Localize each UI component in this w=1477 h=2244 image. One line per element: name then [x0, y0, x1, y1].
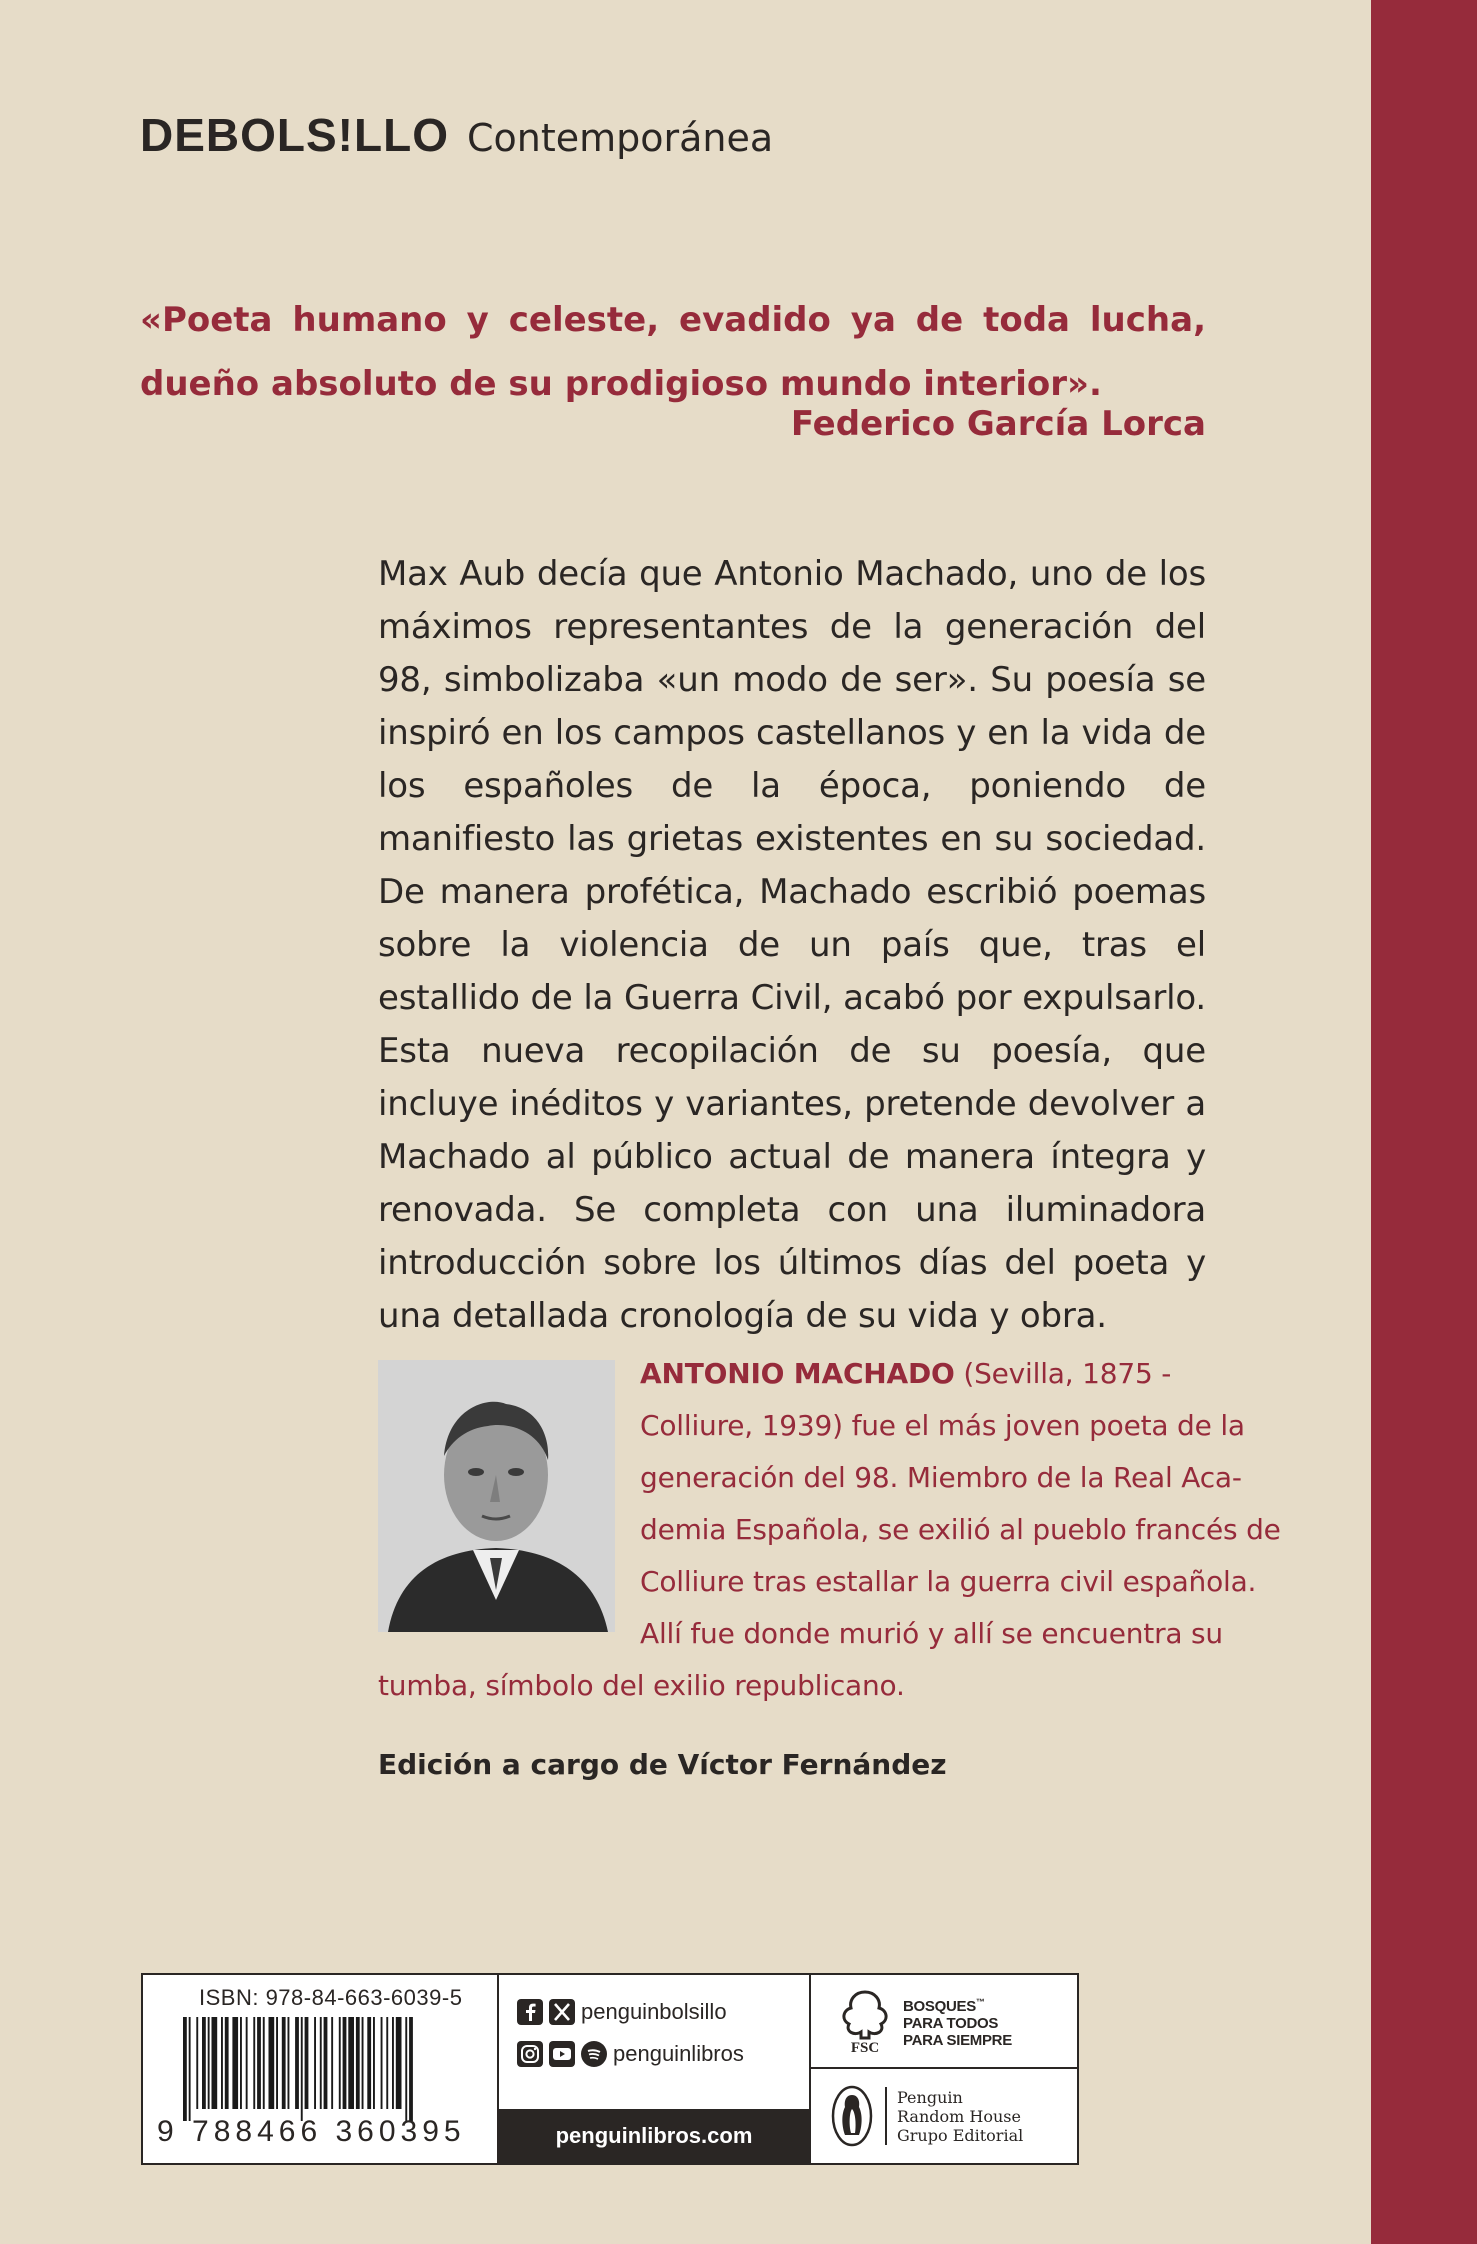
bio-line: generación del 98. Miembro de la Real Aca- — [640, 1461, 1242, 1494]
publisher-block — [811, 2069, 1077, 2163]
bio-line: ANTONIO MACHADO (Sevilla, 1875 - — [640, 1357, 1172, 1390]
fsc-slogan: BOSQUES™ PARA TODOS PARA SIEMPRE — [903, 1996, 1012, 2049]
website-link[interactable]: penguinlibros.com — [499, 2109, 809, 2163]
bio-line: Colliure tras estallar la guerra civil española. — [640, 1565, 1257, 1598]
social-row-1 — [517, 1999, 727, 2025]
back-cover-info-box — [141, 1973, 1079, 2165]
bio-line: Colliure, 1939) fue el más joven poeta de la — [640, 1409, 1245, 1442]
youtube-icon[interactable] — [549, 2041, 575, 2067]
author-name: ANTONIO MACHADO — [640, 1357, 955, 1390]
publisher-divider — [885, 2087, 887, 2145]
social-row-2 — [517, 2041, 744, 2067]
collection-brand — [140, 108, 773, 168]
bio-line: demia Española, se exilió al pueblo francés de — [640, 1513, 1281, 1546]
fsc-label: FSC — [850, 2040, 880, 2054]
quote-author: Federico García Lorca — [790, 404, 1206, 444]
logos-panel — [811, 1975, 1077, 2163]
debolsillo-logo: DEBOLS!LLO — [140, 109, 449, 161]
facebook-icon[interactable] — [517, 1999, 543, 2025]
instagram-icon[interactable] — [517, 2041, 543, 2067]
bio-line: tumba, símbolo del exilio republicano. — [378, 1669, 905, 1702]
blurb-quote: «Poeta humano y celeste, evadido ya de toda lucha, dueño absoluto de su prodigioso mundo interior». — [140, 300, 1206, 404]
editor-credit: Edición a cargo de Víctor Fernández — [378, 1748, 947, 1781]
publisher-name: Penguin Random House Grupo Editorial — [897, 2087, 1024, 2145]
handle-penguinlibros[interactable]: penguinlibros — [613, 2041, 744, 2066]
spotify-icon[interactable] — [581, 2041, 607, 2067]
spine-band — [1371, 0, 1477, 2244]
author-bio — [378, 1348, 1281, 1712]
collection-name: Contemporánea — [466, 116, 774, 160]
penguin-logo-icon — [829, 2083, 875, 2149]
fsc-block — [811, 1975, 1077, 2069]
bio-line: Allí fue donde murió y allí se encuentra su — [640, 1617, 1223, 1650]
barcode-panel — [143, 1975, 499, 2163]
x-icon[interactable] — [549, 1999, 575, 2025]
fsc-tree-icon — [837, 1988, 893, 2054]
synopsis-text: Max Aub decía que Antonio Machado, uno de los máximos representantes de la generación del 98, simbolizaba «un modo de ser». Su poesía se inspiró en los campos castellanos y en la vida de los españoles de la época, poniendo de manifiesto las grietas existentes en su sociedad. De manera profética, Machado escribió poemas sobre la violencia de un país que, tras el estallido de la Guerra Civil, acabó por expulsarlo. Esta nueva recopilación de su poesía, que incluye inéditos y variantes, pretende devolver a Machado al público actual de manera íntegra y renovada. Se completa con una iluminadora introducción sobre los últimos días del poeta y una detallada cronología de su vida y obra. — [378, 554, 1206, 1336]
barcode-icon — [183, 2017, 473, 2121]
social-panel — [499, 1975, 811, 2163]
isbn-label: ISBN: 978-84-663-6039-5 — [199, 1985, 463, 2010]
ean-digits: 9 788466 360395 — [157, 2115, 466, 2148]
handle-penguinbolsillo[interactable]: penguinbolsillo — [581, 1999, 727, 2024]
